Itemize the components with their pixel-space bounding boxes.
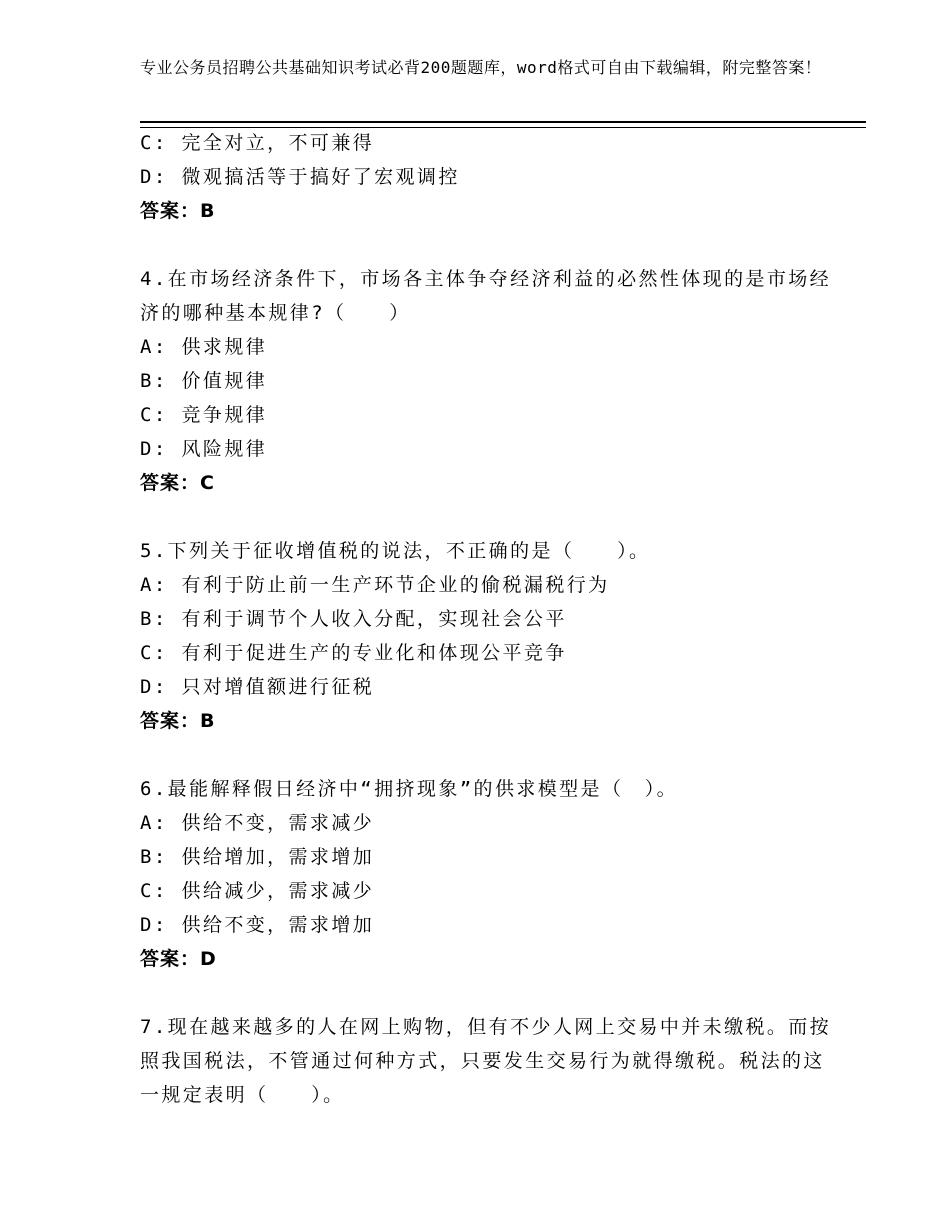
option-b: B: 价值规律 xyxy=(140,370,268,392)
page-header: 专业公务员招聘公共基础知识考试必背200题题库，word格式可自由下载编辑，附完整答案！ xyxy=(140,58,822,77)
option-d: D: 只对增值额进行征税 xyxy=(140,676,375,698)
spacer xyxy=(140,228,840,262)
spacer xyxy=(140,976,840,1010)
option-c: C: 供给减少，需求减少 xyxy=(140,880,375,902)
option-d: D: 供给不变，需求增加 xyxy=(140,914,375,936)
question-3-continued xyxy=(140,126,840,228)
spacer xyxy=(140,738,840,772)
option-a: A: 有利于防止前一生产环节企业的偷税漏税行为 xyxy=(140,574,610,596)
answer: 答案：B xyxy=(140,710,216,732)
question-7 xyxy=(140,1010,840,1112)
question-list xyxy=(140,126,840,1112)
answer: 答案：C xyxy=(140,472,215,494)
spacer xyxy=(140,500,840,534)
question-stem: 7.现在越来越多的人在网上购物，但有不少人网上交易中并未缴税。而按照我国税法，不管通过何种方式，只要发生交易行为就得缴税。税法的这一规定表明（ ）。 xyxy=(140,1016,832,1106)
question-5 xyxy=(140,534,840,738)
answer: 答案：B xyxy=(140,200,216,222)
option-d: D: 微观搞活等于搞好了宏观调控 xyxy=(140,166,460,188)
option-b: B: 有利于调节个人收入分配，实现社会公平 xyxy=(140,608,567,630)
question-stem: 4.在市场经济条件下，市场各主体争夺经济利益的必然性体现的是市场经济的哪种基本规律?（ ） xyxy=(140,268,832,324)
option-c: C: 竞争规律 xyxy=(140,404,268,426)
option-c: C: 完全对立，不可兼得 xyxy=(140,132,375,154)
question-stem: 5.下列关于征收增值税的说法，不正确的是（ ）。 xyxy=(140,540,651,562)
option-c: C: 有利于促进生产的专业化和体现公平竞争 xyxy=(140,642,567,664)
question-6 xyxy=(140,772,840,976)
answer: 答案：D xyxy=(140,948,217,970)
question-4 xyxy=(140,262,840,500)
question-stem: 6.最能解释假日经济中“拥挤现象”的供求模型是（ ）。 xyxy=(140,778,679,800)
option-b: B: 供给增加，需求增加 xyxy=(140,846,375,868)
option-a: A: 供求规律 xyxy=(140,336,268,358)
option-a: A: 供给不变，需求减少 xyxy=(140,812,375,834)
option-d: D: 风险规律 xyxy=(140,438,268,460)
